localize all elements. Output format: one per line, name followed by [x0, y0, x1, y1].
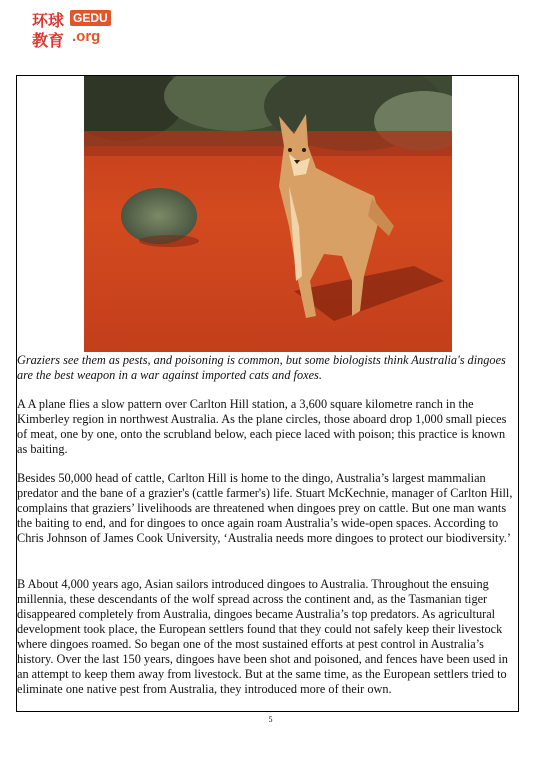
logo-gedu-badge: GEDU: [70, 10, 111, 26]
photo-caption: Graziers see them as pests, and poisoning is common, but some biologists think Australia's dingoes are the best weapon in a war against imported cats and foxes.: [17, 353, 506, 382]
page-number: 5: [268, 715, 273, 724]
logo-chinese-line1: 环球: [32, 11, 65, 30]
paragraph-a: A A plane flies a slow pattern over Carlton Hill station, a 3,600 square kilometre ranch in the Kimberley region in northwest Australia. As the plane circles, those aboard drop 1,000 small pieces of meat, one by one, onto the scrubland below, each piece laced with poison; this practice is known as baiting.: [17, 397, 507, 456]
gedu-logo: [32, 6, 122, 50]
logo-org: .org: [72, 28, 101, 45]
paragraph-b: B About 4,000 years ago, Asian sailors introduced dingoes to Australia. Throughout the ensuing millennia, these descendants of the wolf spread across the continent and, as the Tasmanian tiger disappeared completely from Australia, dingoes became Australia’s top predators. As agricultural development took place, the European settlers found that they could not safely keep their livestock where dingoes roamed. So began one of the most sustained efforts at pest control in Australia’s history. Over the last 150 years, dingoes have been shot and poisoned, and fences have been used in an attempt to keep them away from livestock. But at the same time, as the European settlers tried to eliminate one native pest from Australia, they introduced more of their own.: [17, 577, 508, 696]
paragraph-a-continued: Besides 50,000 head of cattle, Carlton Hill is home to the dingo, Australia’s largest mammalian predator and the bane of a grazier's (cattle farmer's) life. Stuart McKechnie, manager of Carlton Hill, complains that graziers’ livelihoods are threatened when dingoes prey on cattle. But one man wants the baiting to end, and for dingoes to once again roam Australia’s wide-open spaces. According to Chris Johnson of James Cook University, ‘Australia needs more dingoes to protect our biodiversity.’: [17, 471, 513, 545]
dingo-photo: [84, 76, 452, 352]
logo-chinese-line2: 教育: [32, 31, 65, 50]
dingo-illustration: [84, 76, 452, 352]
